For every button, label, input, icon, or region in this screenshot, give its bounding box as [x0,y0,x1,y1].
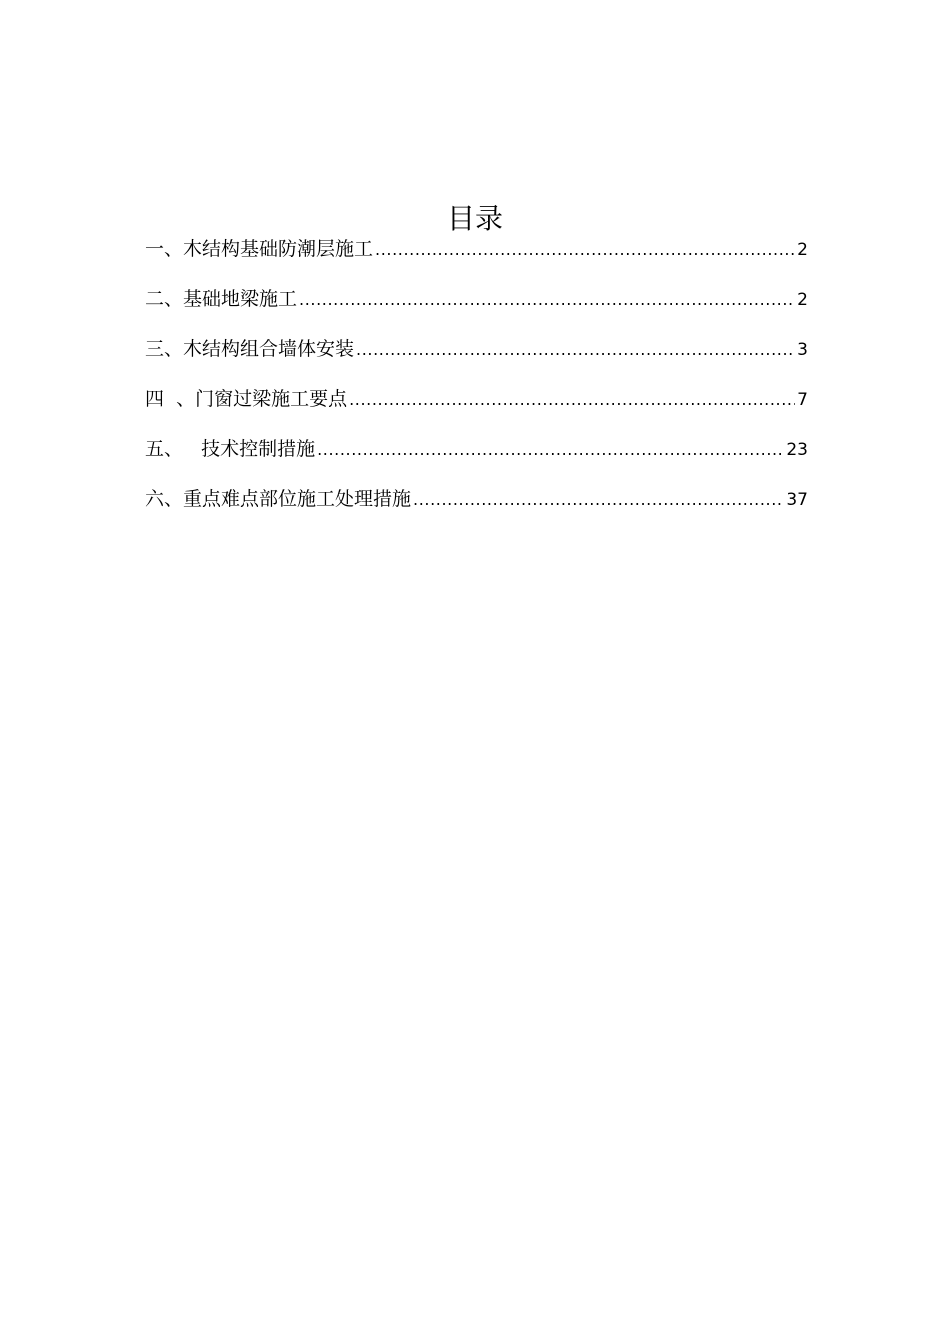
toc-entry-text: 五、 技术控制措施 [145,438,316,460]
toc-entry-3[interactable] [145,334,808,384]
toc-dot-leader [356,335,795,365]
toc-entry-5[interactable] [145,434,808,484]
toc-entry-text: 一、木结构基础防潮层施工 [145,238,374,260]
toc-dot-leader [349,385,795,415]
toc-page-number: 23 [786,440,808,460]
toc-entry-6[interactable] [145,484,808,534]
toc-entry-text: 二、基础地梁施工 [145,288,298,310]
toc-page-number: 2 [797,290,808,310]
toc-page-number: 37 [786,490,808,510]
toc-entry-1[interactable] [145,234,808,284]
toc-dot-leader [317,435,784,465]
toc-page-number: 7 [797,390,808,410]
toc-entry-text: 四 、门窗过梁施工要点 [145,388,348,410]
toc-dot-leader [413,485,784,515]
toc-dot-leader [299,285,795,315]
table-of-contents [145,234,808,534]
toc-page-number: 3 [797,340,808,360]
toc-dot-leader [375,235,795,265]
toc-entry-text: 六、重点难点部位施工处理措施 [145,488,412,510]
toc-page-number: 2 [797,240,808,260]
toc-entry-4[interactable] [145,384,808,434]
toc-entry-text: 三、木结构组合墙体安装 [145,338,355,360]
toc-title: 目录 [446,201,503,235]
toc-entry-2[interactable] [145,284,808,334]
